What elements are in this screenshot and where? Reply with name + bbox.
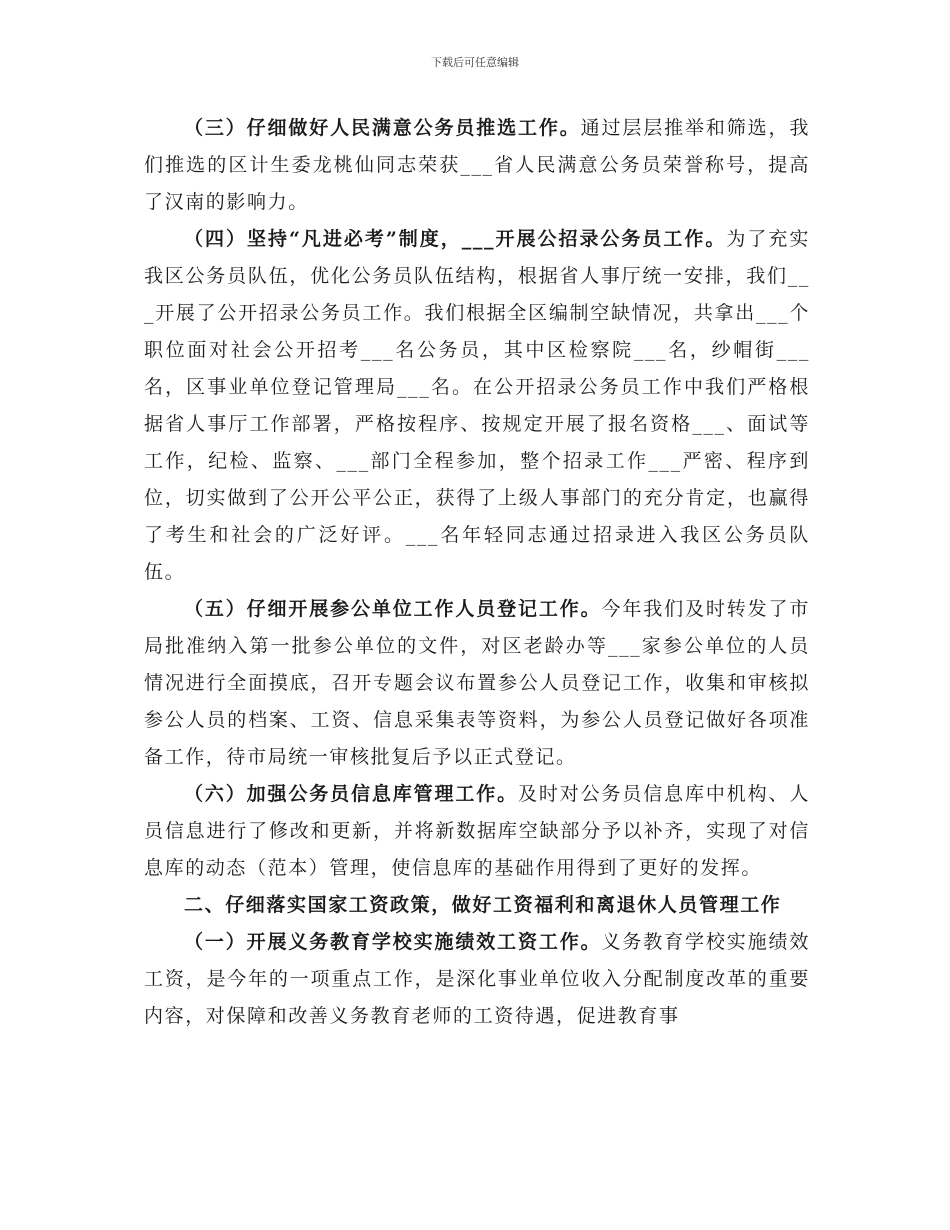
document-body [144,110,810,1035]
paragraph-4 [144,221,810,591]
paragraph-heading: （五）仔细开展参公单位工作人员登记工作。 [184,598,602,620]
paragraph-3 [144,110,810,221]
paragraph-section2-1 [144,924,810,1035]
paragraph-text: 今年我们及时转发了市局批准纳入第一批参公单位的文件，对区老龄办等___家参公单位的人员情况进行全面摸底，召开专题会议布置参公人员登记工作，收集和审核拟参公人员的档案、工资、信息采集表等资料，为参公人员登记做好各项准备工作，待市局统一审核批复后予以正式登记。 [144,598,810,768]
paragraph-5 [144,591,810,776]
paragraph-heading: （三）仔细做好人民满意公务员推选工作。 [184,117,581,139]
paragraph-text: 通过层层推举和筛选，我们推选的区计生委龙桃仙同志荣获___省人民满意公务员荣誉称号，提高了汉南的影响力。 [144,117,810,213]
paragraph-heading: （六）加强公务员信息库管理工作。 [184,783,519,805]
page-header: 下载后可任意编辑 [431,56,519,69]
paragraph-heading: （四）坚持“凡进必考”制度，___开展公招录公务员工作。 [184,228,727,250]
paragraph-text: 及时对公务员信息库中机构、人员信息进行了修改和更新，并将新数据库空缺部分予以补齐，实现了对信息库的动态（范本）管理，使信息库的基础作用得到了更好的发挥。 [144,783,810,879]
paragraph-6 [144,776,810,887]
paragraph-text: 义务教育学校实施绩效工资，是今年的一项重点工作，是深化事业单位收入分配制度改革的重要内容，对保障和改善义务教育老师的工资待遇，促进教育事 [144,931,810,1027]
section-title: 二、仔细落实国家工资政策，做好工资福利和离退休人员管理工作 [184,894,782,916]
paragraph-heading: （一）开展义务教育学校实施绩效工资工作。 [184,931,602,953]
paragraph-text: 为了充实我区公务员队伍，优化公务员队伍结构，根据省人事厅统一安排，我们___开展了公开招录公务员工作。我们根据全区编制空缺情况，共拿出___个职位面对社会公开招考___名公务员，其中区检察院___名，纱帽街___名，区事业单位登记管理局___名。在公开招录公务员工作中我们严格根据省人事厅工作部署，严格按程序、按规定开展了报名资格___、面试等工作，纪检、监察、___部门全程参加，整个招录工作___严密、程序到位，切实做到了公开公平公正，获得了上级人事部门的充分肯定，也赢得了考生和社会的广泛好评。___名年轻同志通过招录进入我区公务员队伍。 [144,228,810,583]
